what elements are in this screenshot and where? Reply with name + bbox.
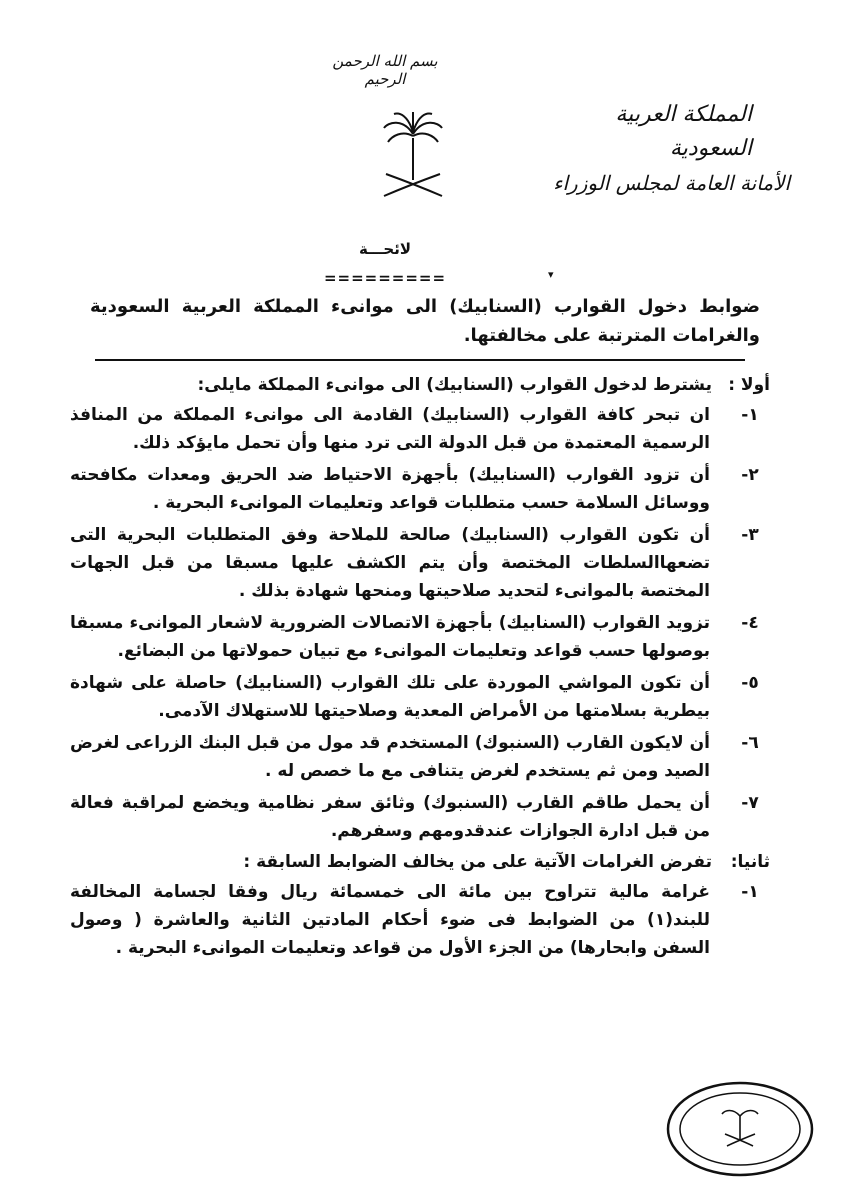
item-text: أن تكون المواشي الموردة على تلك القوارب (السنابيك) حاصلة على شهادة بيطرية بسلامتها من الأمراض المعدية وصلاحيتها للاستهلاك الآدمى. bbox=[70, 673, 710, 721]
item-text: أن لايكون القارب (السنبوك) المستخدم قد مول من قبل البنك الزراعى لغرض الصيد ومن ثم يستخدم لغرض يتنافى مع ما خصص له . bbox=[70, 733, 710, 781]
section-label: أولا : bbox=[728, 375, 770, 395]
basmala-text: بسم الله الرحمن الرحيم bbox=[332, 52, 438, 88]
item-number: ٤- bbox=[741, 613, 759, 633]
item-number: ٦- bbox=[741, 733, 759, 753]
list-item bbox=[70, 878, 770, 962]
section-label: ثانيا: bbox=[730, 852, 770, 872]
item-text: أن يحمل طاقم القارب (السنبوك) وثائق سفر نظامية ويخضع لمراقبة فعالة من قبل ادارة الجوازات عندقدومهم وسفرهم. bbox=[70, 793, 710, 841]
list-item bbox=[70, 401, 770, 457]
list-item bbox=[70, 521, 770, 605]
list-item bbox=[70, 669, 770, 725]
section-intro: تفرض الغرامات الآتية على من يخالف الضوابط السابقة : bbox=[243, 852, 712, 872]
item-text: غرامة مالية تتراوح بين مائة الى خمسمائة ريال وفقا لجسامة المخالفة للبند(١) من الضوابط فى ضوء أحكام المادتين الثانية والعاشرة ( وصول السفن وابحارها) من الجزء الأول من قواعد وتعليمات الموانىء البحرية . bbox=[70, 882, 710, 958]
section-heading bbox=[70, 849, 770, 876]
section-intro: يشترط لدخول القوارب (السنابيك) الى موانىء المملكة مايلى: bbox=[197, 375, 712, 395]
item-number: ٢- bbox=[741, 465, 759, 485]
item-text: أن تزود القوارب (السنابيك) بأجهزة الاحتياط ضد الحريق ومعدات مكافحته ووسائل السلامة حسب متطلبات قواعد وتعليمات الموانىء البحرية . bbox=[70, 465, 710, 513]
section-heading bbox=[70, 372, 770, 399]
document-subject: ضوابط دخول القوارب (السنابيك) الى موانىء المملكة العربية السعودية والغرامات المترتبة على مخالفتها. bbox=[90, 296, 760, 346]
item-text: ان تبحر كافة القوارب (السنابيك) القادمة الى موانىء المملكة من المنافذ الرسمية المعتمدة من قبل الدولة التى ترد منها وأن تحمل مايؤكد ذلك. bbox=[70, 405, 710, 453]
item-number: ٥- bbox=[741, 673, 759, 693]
list-item bbox=[70, 789, 770, 845]
item-number: ٣- bbox=[741, 525, 759, 545]
divider-line bbox=[95, 359, 745, 361]
document-body bbox=[70, 372, 770, 966]
list-item bbox=[70, 729, 770, 785]
document-title: لائحـــة bbox=[358, 240, 412, 258]
list-item bbox=[70, 461, 770, 517]
item-number: ٧- bbox=[741, 793, 759, 813]
office-name: الأمانة العامة لمجلس الوزراء bbox=[553, 171, 790, 195]
item-number: ١- bbox=[741, 882, 759, 902]
official-seal-icon bbox=[665, 1080, 815, 1178]
title-underline: ========= bbox=[323, 269, 447, 287]
palm-swords-emblem-icon bbox=[378, 108, 448, 200]
item-text: أن تكون القوارب (السنابيك) صالحة للملاحة وفق المتطلبات البحرية التى تضعهاالسلطات المختصة وأن يتم الكشف عليها مسبقا من قبل الجهات المختصة بالموانىء لتحديد صلاحيتها ومنحها شهادة بذلك . bbox=[70, 525, 710, 601]
item-number: ١- bbox=[741, 405, 759, 425]
list-item bbox=[70, 609, 770, 665]
country-name: المملكة العربية السعودية bbox=[615, 102, 752, 161]
letterhead bbox=[530, 98, 790, 200]
cursor-mark-icon: ▾ bbox=[548, 268, 554, 281]
item-text: تزويد القوارب (السنابيك) بأجهزة الاتصالات الضرورية لاشعار الموانىء مسبقا بوصولها حسب قواعد وتعليمات الموانىء مع تبيان حمولاتها من البضائع. bbox=[70, 613, 710, 661]
